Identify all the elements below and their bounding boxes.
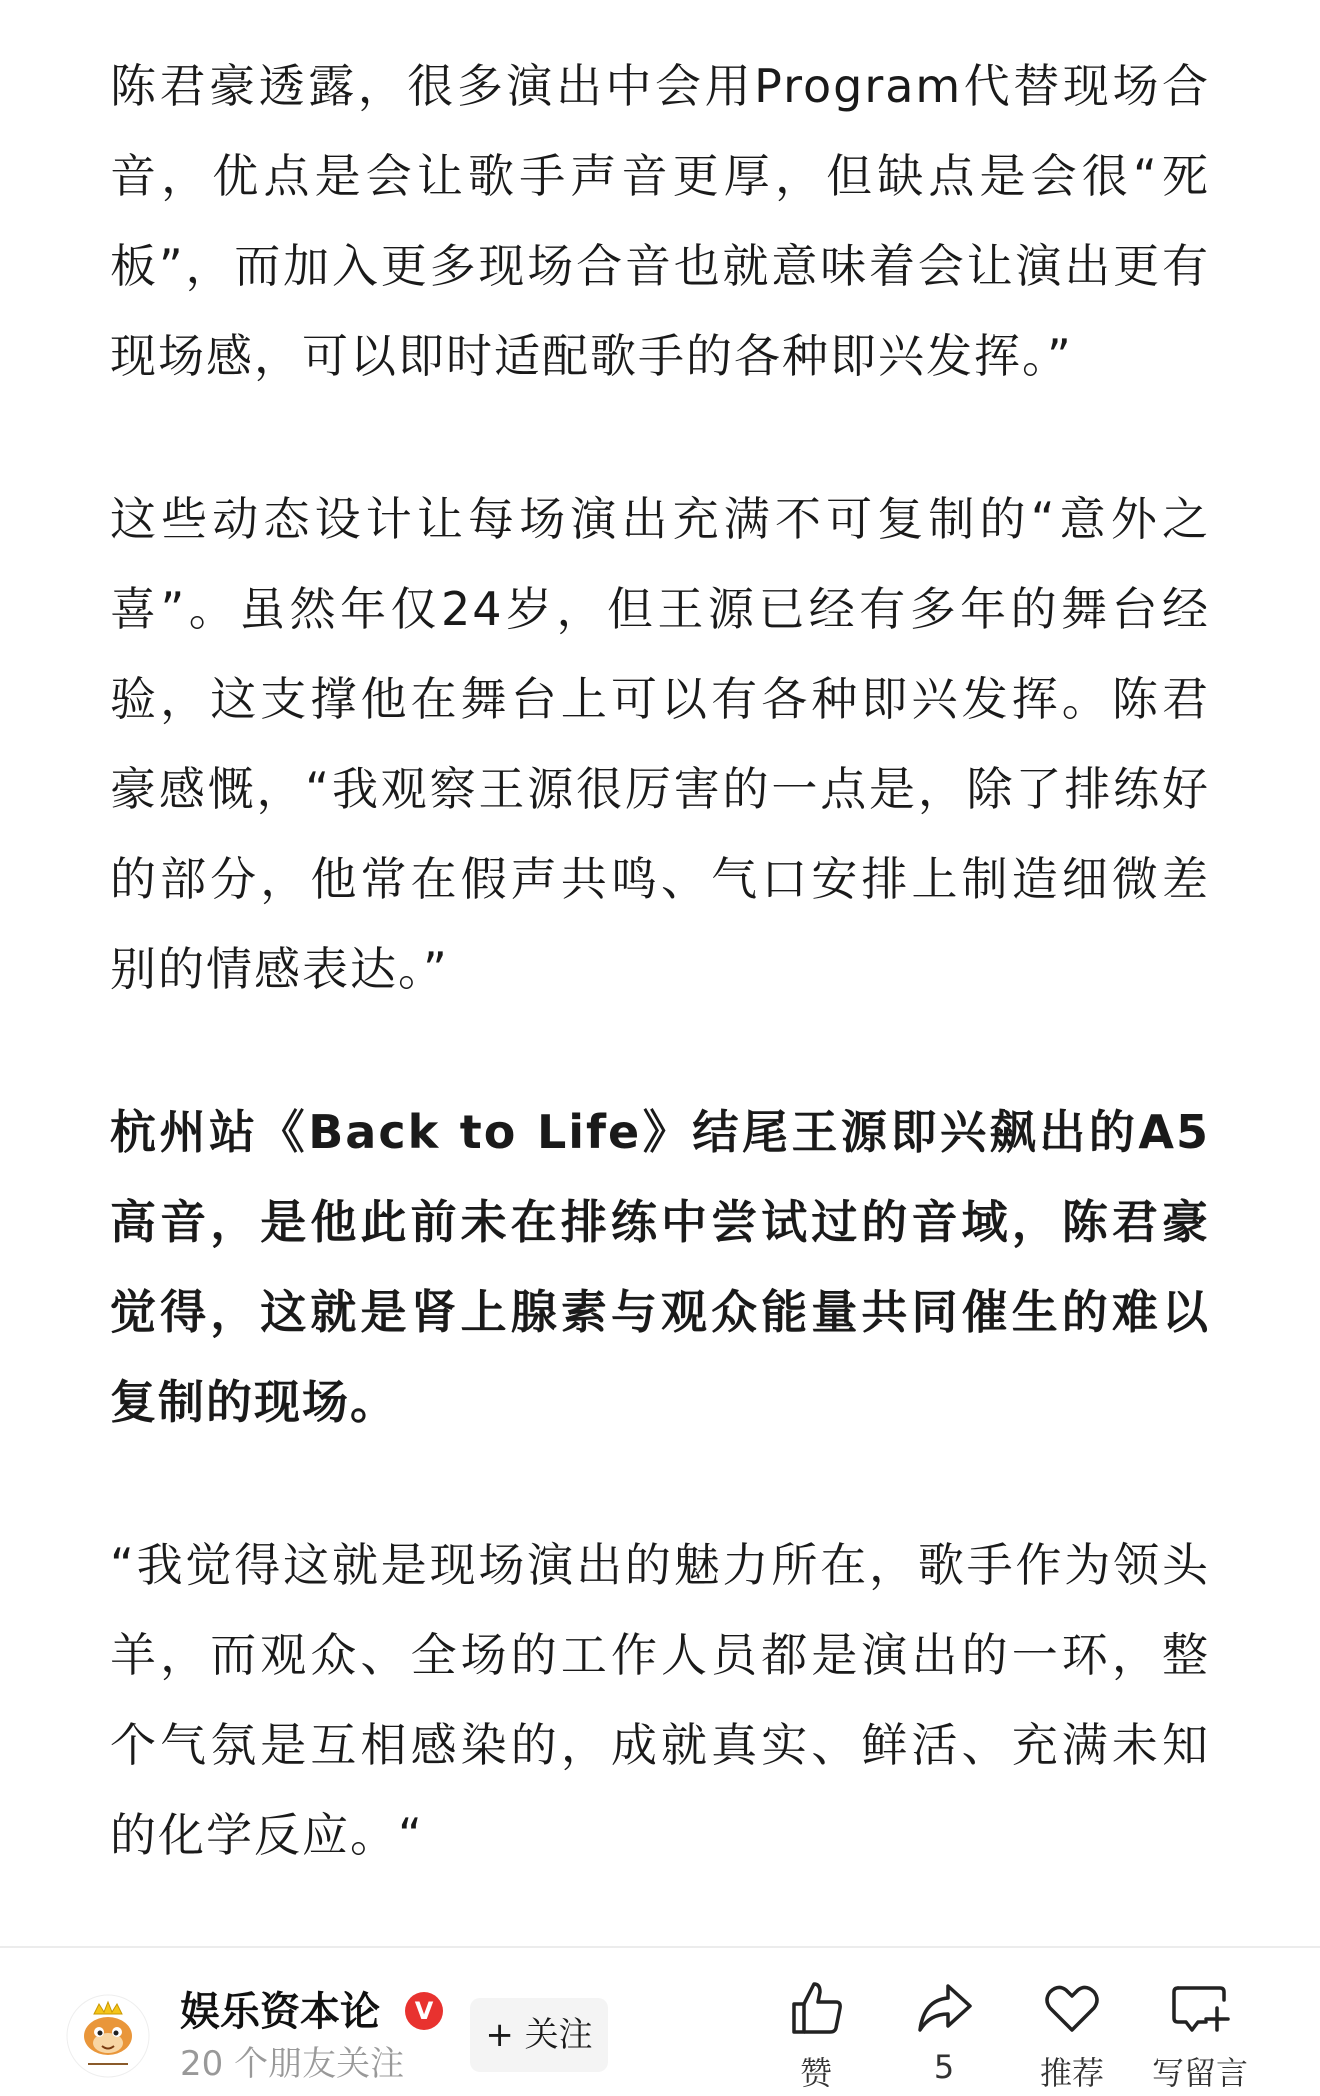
thumbs-up-icon	[786, 1978, 846, 2038]
account-name[interactable]: 娱乐资本论	[180, 1989, 380, 2035]
comment-plus-icon	[1170, 1978, 1230, 2038]
article-paragraph-1: 陈君豪透露，很多演出中会用Program代替现场合音，优点是会让歌手声音更厚，但缺点是会很“死板”，而加入更多现场合音也就意味着会让演出更有现场感，可以即时适配歌手的各种即兴发挥。”	[110, 59, 1210, 383]
account-avatar[interactable]	[66, 1994, 150, 2078]
write-comment-label: 写留言	[1151, 2054, 1248, 2092]
share-arrow-icon	[914, 1978, 974, 2038]
like-label: 赞	[799, 2054, 832, 2092]
followers-count: 20 个朋友关注	[180, 2044, 405, 2084]
like-button[interactable]	[756, 1978, 876, 2096]
verified-badge-icon: V	[405, 1992, 443, 2030]
recommend-label: 推荐	[1039, 2054, 1104, 2092]
article-paragraph-4: “我觉得这就是现场演出的魅力所在，歌手作为领头羊，而观众、全场的工作人员都是演出的一环，整个气氛是互相感染的，成就真实、鲜活、充满未知的化学反应。“	[110, 1538, 1210, 1862]
article-paragraph-2: 这些动态设计让每场演出充满不可复制的“意外之喜”。虽然年仅24岁，但王源已经有多年的舞台经验，这支撑他在舞台上可以有各种即兴发挥。陈君豪感慨，“我观察王源很厉害的一点是，除了排练好的部分，他常在假声共鸣、气口安排上制造细微差别的情感表达。”	[110, 492, 1210, 996]
article-paragraph-3-bold: 杭州站《Back to Life》结尾王源即兴飙出的A5高音，是他此前未在排练中尝试过的音域，陈君豪觉得，这就是肾上腺素与观众能量共同催生的难以复制的现场。	[110, 1105, 1210, 1429]
recommend-button[interactable]	[1012, 1978, 1132, 2096]
write-comment-button[interactable]	[1140, 1978, 1260, 2096]
bottom-action-bar	[0, 1946, 1320, 2096]
share-button[interactable]	[884, 1978, 1004, 2096]
share-count: 5	[933, 2048, 955, 2086]
cartoon-mascot-avatar-icon	[66, 1994, 150, 2078]
heart-icon	[1042, 1978, 1102, 2038]
follow-button[interactable]: + 关注	[470, 1998, 608, 2072]
